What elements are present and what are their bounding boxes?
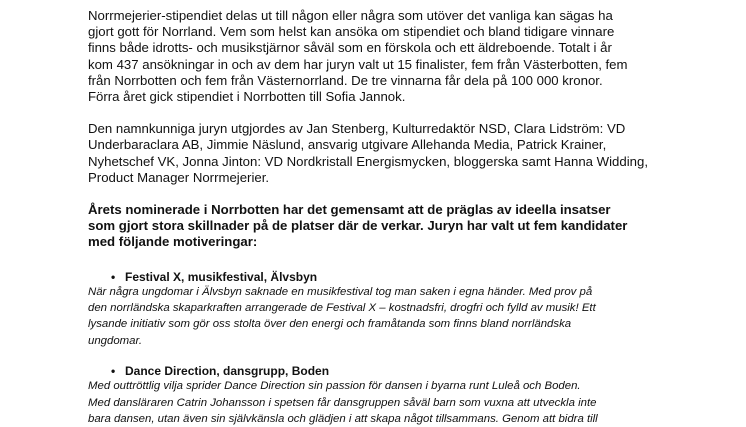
intro-line: Förra året gick stipendiet i Norrbotten till Sofia Jannok. [88, 89, 406, 105]
jury-line: Nyhetschef VK, Jonna Jinton: VD Nordkristall Energismycken, bloggerska samt Hanna Widding, [88, 153, 648, 169]
heading-line: som gjort stora skillnader på de platser där de verkar. Juryn har valt ut fem kandidater [88, 218, 628, 234]
bullet-icon: • [111, 269, 116, 284]
nominee-title-text: Dance Direction, dansgrupp, Boden [125, 364, 330, 379]
motivation-line: Med outtröttlig vilja sprider Dance Direction sin passion för dansen i byarna runt Luleå och Boden. [88, 380, 581, 393]
nominee-title-text: Festival X, musikfestival, Älvsbyn [125, 269, 318, 284]
intro-line: gjort gott för Norrland. Vem som helst kan ansöka om stipendiet och bland tidigare vinnare [88, 24, 615, 40]
jury-line: Den namnkunniga juryn utgjordes av Jan Stenberg, Kulturredaktör NSD, Clara Lidström: VD [88, 121, 626, 137]
motivation-line: den norrländska skaparkraften arrangerade de Festival X – kostnadsfri, drogfri och fylld av musik! Ett [88, 302, 596, 315]
intro-line: kom 437 ansökningar in och av dem har juryn valt ut 15 finalister, fem från Västerbotten, fem [88, 56, 628, 72]
nominee-title-dance-direction [88, 364, 668, 378]
jury-line: Product Manager Norrmejerier. [88, 169, 270, 185]
nominee-motivation-festival-x [88, 284, 668, 350]
intro-line: från Norrbotten och fem från Västernorrland. De tre vinnarna får dela på 100 000 kronor. [88, 72, 603, 88]
nominees-heading [88, 202, 668, 251]
paragraph-spacer [88, 186, 668, 202]
motivation-line: När några ungdomar i Älvsbyn saknade en musikfestival tog man saken i egna händer. Med prov på [88, 285, 593, 298]
motivation-line: bara dansen, utan även sin självkänsla och glädjen i att skapa något tillsammans. Genom att bidra till [88, 413, 598, 426]
intro-line: finns både idrotts- och musikstjärnor såväl som en förskola och ett äldreboende. Totalt i år [88, 40, 612, 56]
document-page [88, 8, 668, 427]
jury-paragraph [88, 121, 668, 186]
jury-line: Underbaraclara AB, Jimmie Näslund, ansvarig utgivare Allehanda Media, Patrick Krainer, [88, 137, 607, 153]
heading-line: Årets nominerade i Norrbotten har det gemensamt att de präglas av ideella insatser [88, 202, 611, 218]
motivation-line: ungdomar. [88, 334, 143, 347]
heading-line: med följande motiveringar: [88, 234, 258, 250]
bullet-icon: • [111, 364, 116, 379]
paragraph-spacer [88, 105, 668, 121]
paragraph-spacer [88, 349, 668, 364]
nominee-title-festival-x [88, 270, 668, 284]
intro-paragraph [88, 8, 668, 105]
intro-line: Norrmejerier-stipendiet delas ut till någon eller några som utöver det vanliga kan sägas ha [88, 8, 613, 23]
motivation-line: Med dansläraren Catrin Johansson i spetsen får dansgruppen såväl barn som vuxna att utveckla inte [88, 396, 597, 409]
motivation-line: lysande initiativ som gör oss stolta över den energi och framåtanda som finns bland norrländska [88, 318, 572, 331]
nominee-motivation-dance-direction [88, 378, 668, 427]
paragraph-spacer [88, 251, 668, 270]
